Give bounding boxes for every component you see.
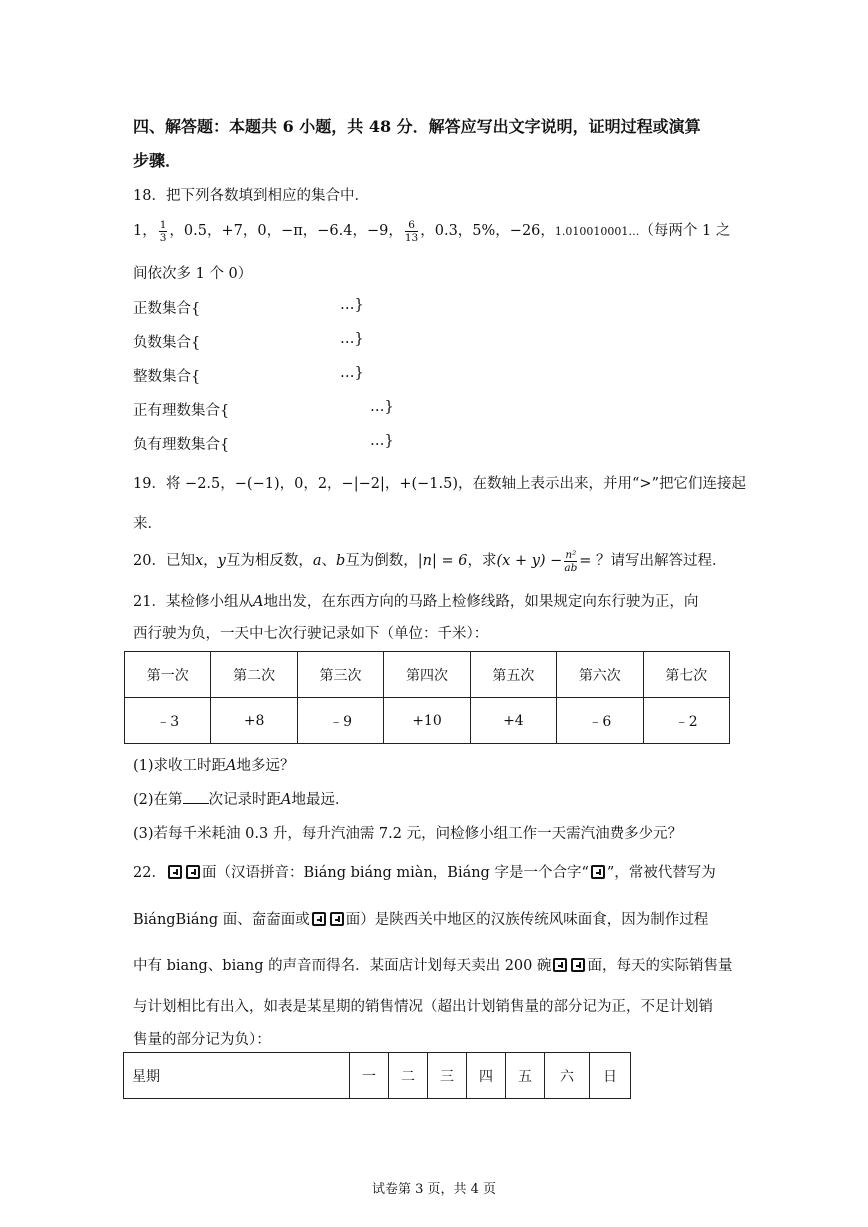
q21-header-cell: 第五次 (470, 652, 556, 698)
q21-value-cell: ﹣6 (557, 698, 643, 744)
q18-stem: 18．把下列各数填到相应的集合中． (133, 188, 369, 204)
q21-p1-A: A (226, 758, 237, 774)
set-integer-end: …} (340, 365, 364, 381)
section-heading-cont: 步骤． (133, 151, 182, 170)
set-positive-end: …} (340, 297, 364, 313)
frac1-den: 3 (159, 231, 167, 244)
set-pos-rational-end: …} (370, 399, 394, 415)
q22-line4: 与计划相比有出入，如表是某星期的销售情况（超出计划销售量的部分记为正，不足计划销 (133, 999, 713, 1015)
q21-header-cell: 第一次 (125, 652, 211, 698)
biang-glyph-icon (167, 864, 183, 880)
q18-list-pre: 1， (133, 223, 157, 239)
q20-b: b (336, 553, 346, 569)
biang-glyph-icon (185, 864, 201, 880)
q21-p2-pre: (2)在第 (133, 792, 183, 808)
q22-day-cell: 四 (467, 1053, 506, 1099)
set-neg-rational-end: …} (370, 433, 394, 449)
q21-p2-mid: 次记录时距 (208, 792, 282, 808)
q20-post: = ？请写出解答过程． (579, 553, 727, 569)
q22-day-cell: 日 (590, 1053, 631, 1099)
set-pos-rational-label: 正有理数集合{ (133, 403, 230, 419)
q22-l1-a: 面（汉语拼音：Biáng biáng miàn，Biáng 字是一个合字“ (201, 865, 589, 881)
set-negative-end: …} (340, 331, 364, 347)
q20-frac-den: ab (564, 561, 578, 574)
q20-pre: 20．已知 (133, 553, 195, 569)
q18-list-post: ，0.3，5%，−26， (420, 223, 555, 239)
q20-line (133, 542, 727, 580)
q21-line1-post: 地出发，在东西方向的马路上检修线路，如果规定向东行驶为正，向 (263, 594, 699, 610)
answer-blank[interactable] (183, 791, 209, 804)
q22-line5: 售量的部分记为负）： (133, 1032, 271, 1048)
q21-value-cell: ﹣3 (125, 698, 211, 744)
q20-mid1: 互为相反数， (225, 553, 313, 569)
q22-table-row (124, 1053, 631, 1099)
q20-a: a (312, 553, 322, 569)
biang-glyph-icon (570, 957, 586, 973)
q22-day-cell: 三 (428, 1053, 467, 1099)
q22-l2-a: BiángBiáng 面、奤奤面或 (133, 912, 310, 928)
q22-l2-b: 面）是陕西关中地区的汉族传统风味面食，因为制作过程 (345, 912, 709, 928)
q21-value-cell: +8 (211, 698, 297, 744)
q21-p2-post: 地最远． (291, 792, 350, 808)
q22-l3-b: 面，每天的实际销售量 (587, 958, 733, 974)
set-negative-label: 负数集合{ (133, 335, 201, 351)
q20-frac-num: n² (565, 548, 577, 561)
q21-header-cell: 第七次 (643, 652, 729, 698)
q20-sep: ， (203, 553, 218, 569)
q21-header-cell: 第三次 (297, 652, 383, 698)
q21-table (124, 651, 730, 744)
q22-table (123, 1052, 631, 1099)
q21-line1 (133, 590, 698, 611)
q20-y: y (217, 553, 226, 569)
q21-p1-post: 地多远？ (236, 758, 295, 774)
q21-value-cell: ﹣9 (297, 698, 383, 744)
q21-table-value-row (125, 698, 730, 744)
q21-table-header-row (125, 652, 730, 698)
q22-l3-a: 中有 biang、biang 的声音而得名．某面店计划每天卖出 200 碗 (133, 958, 552, 974)
q18-list-small: 1.010010001… (554, 225, 640, 238)
q18-fraction-one-third (159, 219, 168, 244)
q21-value-cell: +4 (470, 698, 556, 744)
q18-list-note: （每两个 1 之 (639, 223, 731, 239)
biang-glyph-icon (590, 864, 606, 880)
q22-l1-b: ”，常被代替写为 (606, 865, 716, 881)
q22-line2 (133, 908, 708, 929)
q21-line1-pre: 21．某检修小组从 (133, 594, 253, 610)
q18-number-list (133, 213, 730, 249)
q21-p2-A: A (281, 792, 292, 808)
q20-fraction (564, 549, 577, 574)
q21-header-cell: 第四次 (384, 652, 470, 698)
q21-line2: 西行驶为负，一天中七次行驶记录如下（单位：千米）： (133, 626, 489, 642)
q21-header-cell: 第二次 (211, 652, 297, 698)
q21-value-cell: ﹣2 (643, 698, 729, 744)
set-neg-rational-label: 负有理数集合{ (133, 437, 230, 453)
q20-mid3: 互为倒数， (345, 553, 418, 569)
q21-part3: (3)若每千米耗油 0.3 升，每升汽油需 7.2 元，问检修小组工作一天需汽油费多少元？ (133, 826, 683, 842)
q22-line3 (133, 954, 732, 975)
frac2-den: 13 (404, 231, 419, 244)
q21-part1 (133, 754, 295, 775)
page-footer: 试卷第 3 页，共 4 页 (371, 1182, 497, 1197)
q18-fraction-six-thirteenths (405, 219, 418, 244)
q20-x: x (194, 553, 204, 569)
q22-day-cell: 二 (389, 1053, 428, 1099)
biang-glyph-icon (552, 957, 568, 973)
biang-glyph-icon (311, 911, 327, 927)
set-integer-label: 整数集合{ (133, 369, 201, 385)
q20-abs-n: |n| = 6 (417, 553, 468, 569)
q22-day-cell: 一 (350, 1053, 389, 1099)
q20-expr: (x + y) − (496, 553, 563, 569)
q18-list-note2: 间依次多 1 个 0） (133, 266, 253, 282)
q22-line1 (133, 861, 716, 882)
q19-line1: 19．将 −2.5，−(−1)，0，2，−|−2|，+(−1.5)，在数轴上表示出来，并用“>”把它们连接起 (133, 476, 746, 492)
biang-glyph-icon (329, 911, 345, 927)
frac2-num: 6 (405, 219, 418, 232)
q22-day-cell: 五 (506, 1053, 545, 1099)
q22-day-cell: 六 (545, 1053, 590, 1099)
q20-mid4: ，求 (467, 553, 497, 569)
q20-mid2: 、 (321, 553, 336, 569)
q21-line1-A: A (252, 594, 264, 610)
q22-table-label: 星期 (124, 1053, 350, 1099)
q21-p1-pre: (1)求收工时距 (133, 758, 227, 774)
q21-value-cell: +10 (384, 698, 470, 744)
frac1-num: 1 (159, 218, 167, 231)
q21-part2 (133, 788, 350, 809)
q18-list-mid: ，0.5，+7，0，−π，−6.4，−9， (169, 223, 403, 239)
q19-line2: 来． (133, 516, 162, 532)
q22-l1-pre: 22． (133, 865, 166, 881)
section-heading: 四、解答题：本题共 6 小题，共 48 分．解答应写出文字说明，证明过程或演算 (133, 117, 701, 136)
q21-header-cell: 第六次 (557, 652, 643, 698)
set-positive-label: 正数集合{ (133, 301, 201, 317)
